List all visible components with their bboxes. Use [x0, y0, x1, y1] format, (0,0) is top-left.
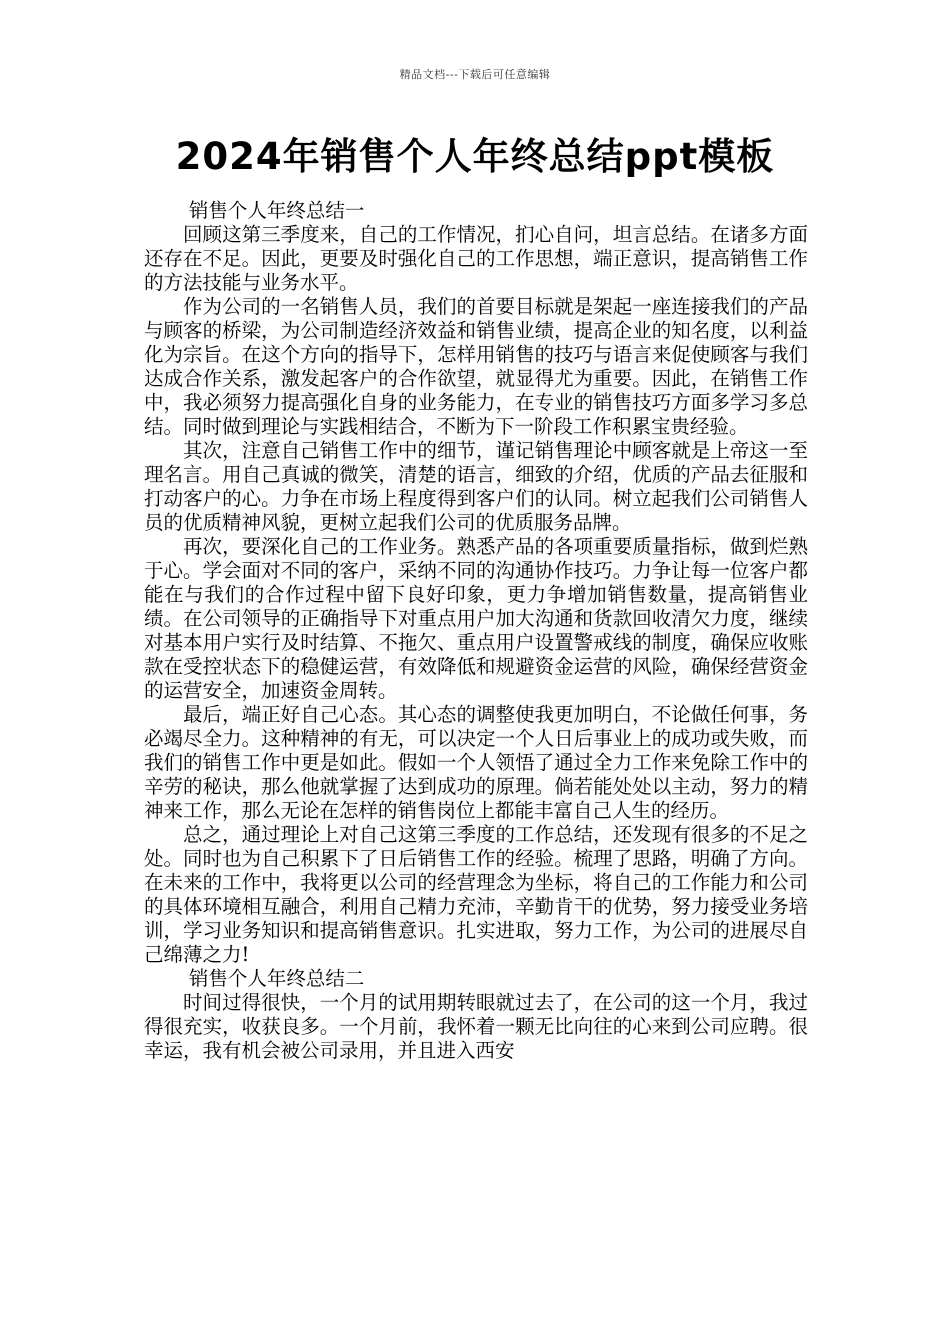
- section-heading: 销售个人年终总结一: [188, 199, 365, 222]
- body-paragraph: 其次，注意自己销售工作中的细节，谨记销售理论中顾客就是上帝这一至理名言。用自己真诚的微笑，清楚的语言，细致的介绍，优质的产品去征服和打动客户的心。力争在市场上程度得到客户们的认同。树立起我们公司销售人员的优质精神风貌，更树立起我们公司的优质服务品牌。: [144, 439, 808, 534]
- body-paragraph: 最后，端正好自己心态。其心态的调整使我更加明白，不论做任何事，务必竭尽全力。这种精神的有无，可以决定一个人日后事业上的成功或失败，而我们的销售工作中更是如此。假如一个人领悟了通过全力工作来免除工作中的辛劳的秘诀，那么他就掌握了达到成功的原理。倘若能处处以主动，努力的精神来工作，那么无论在怎样的销售岗位上都能丰富自己人生的经历。: [144, 703, 808, 822]
- document-body: [144, 199, 808, 1063]
- document-title: 2024年销售个人年终总结ppt模板: [175, 135, 775, 178]
- body-paragraph: 作为公司的一名销售人员，我们的首要目标就是架起一座连接我们的产品与顾客的桥梁，为公司制造经济效益和销售业绩，提高企业的知名度，以利益化为宗旨。在这个方向的指导下，怎样用销售的技巧与语言来促使顾客与我们达成合作关系，激发起客户的合作欲望，就显得尤为重要。因此，在销售工作中，我必须努力提高强化自身的业务能力，在专业的销售技巧方面多学习多总结。同时做到理论与实践相结合，不断为下一阶段工作积累宝贵经验。: [144, 295, 808, 438]
- body-paragraph: 回顾这第三季度来，自己的工作情况，扪心自问，坦言总结。在诸多方面还存在不足。因此，更要及时强化自己的工作思想，端正意识，提高销售工作的方法技能与业务水平。: [144, 223, 808, 294]
- body-paragraph: 总之，通过理论上对自己这第三季度的工作总结，还发现有很多的不足之处。同时也为自己积累下了日后销售工作的经验。梳理了思路，明确了方向。在未来的工作中，我将更以公司的经营理念为坐标，将自己的工作能力和公司的具体环境相互融合，利用自己精力充沛，辛勤肯干的优势，努力接受业务培训，学习业务知识和提高销售意识。扎实进取，努力工作，为公司的进展尽自己绵薄之力!: [144, 823, 808, 966]
- body-paragraph: 时间过得很快，一个月的试用期转眼就过去了，在公司的这一个月，我过得很充实，收获良多。一个月前，我怀着一颗无比向往的心来到公司应聘。很幸运，我有机会被公司录用，并且进入西安: [144, 991, 808, 1062]
- section-heading: 销售个人年终总结二: [188, 967, 365, 990]
- body-paragraph: 再次，要深化自己的工作业务。熟悉产品的各项重要质量指标，做到烂熟于心。学会面对不同的客户，采纳不同的沟通协作技巧。力争让每一位客户都能在与我们的合作过程中留下良好印象，更力争增加销售数量，提高销售业绩。在公司领导的正确指导下对重点用户加大沟通和货款回收清欠力度，继续对基本用户实行及时结算、不拖欠、重点用户设置警戒线的制度，确保应收账款在受控状态下的稳健运营，有效降低和规避资金运营的风险，确保经营资金的运营安全，加速资金周转。: [144, 535, 808, 702]
- header-note: 精品文档---下载后可任意编辑: [399, 68, 551, 81]
